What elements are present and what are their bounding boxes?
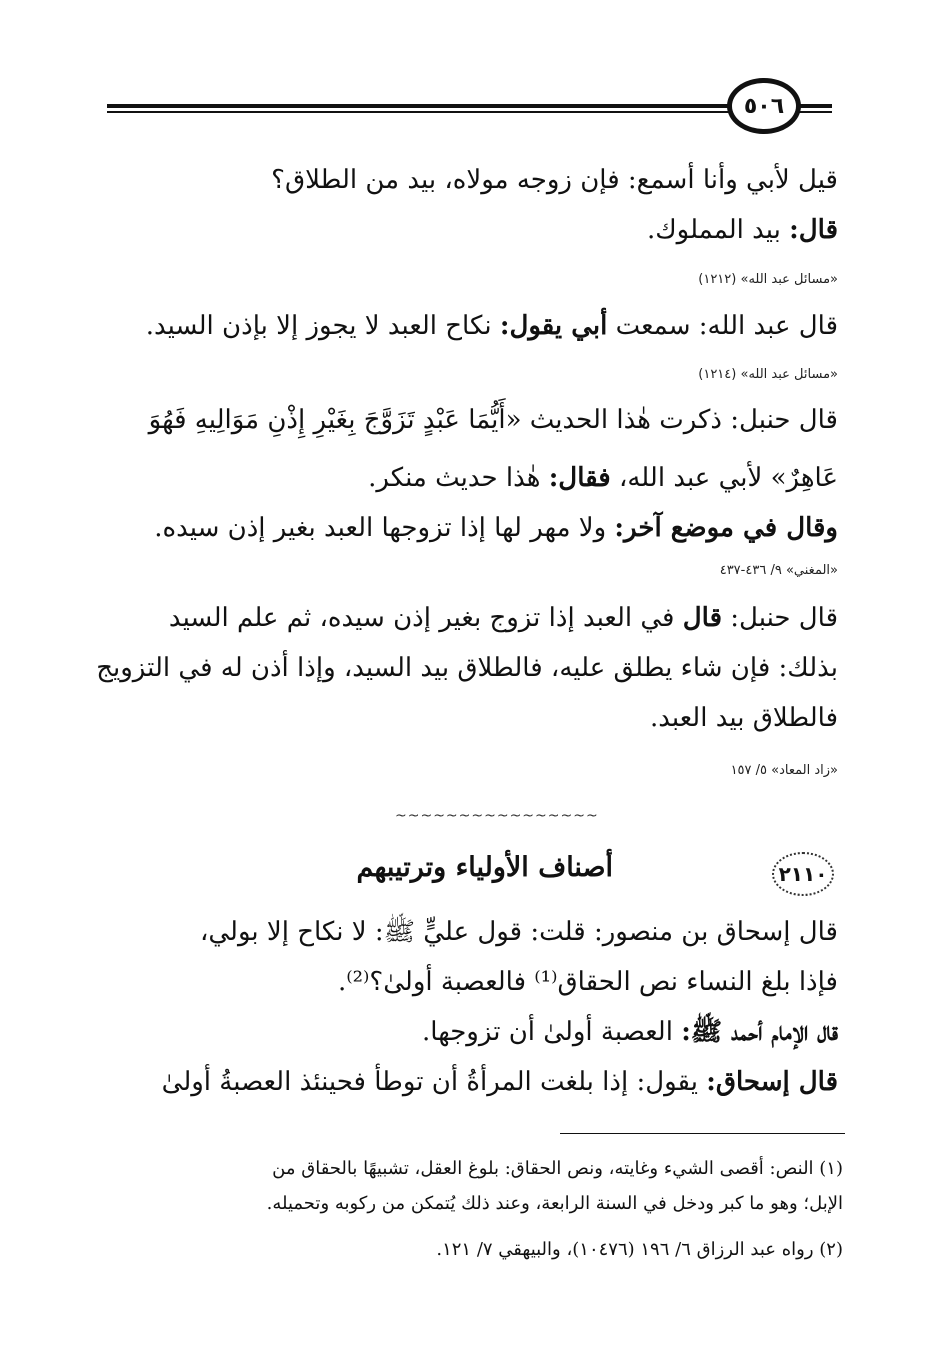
header-rule-thin bbox=[107, 111, 732, 113]
text-line: قال حنبل: قال في العبد إذا تزوج بغير إذن سيده، ثم علم السيد bbox=[168, 603, 838, 633]
page-number: ٥٠٦ bbox=[727, 78, 801, 134]
text-line: فالطلاق بيد العبد. bbox=[650, 703, 838, 733]
footnote: (٢) رواه عبد الرزاق ٦/ ١٩٦ (١٠٤٧٦)، والبيهقي ٧/ ١٢١. bbox=[436, 1239, 843, 1260]
text-line: قال: بيد المملوك. bbox=[646, 215, 838, 245]
text-line: قال عبد الله: سمعت أبي يقول: نكاح العبد لا يجوز إلا بإذن السيد. bbox=[145, 311, 838, 341]
text-line: فإذا بلغ النساء نص الحقاق⁽¹⁾ فالعصبة أولىٰ؟⁽²⁾. bbox=[337, 967, 838, 997]
section-divider-ornament: ~~~~~~~~~~~~~~~~ bbox=[395, 808, 599, 824]
source-citation: «زاد المعاد» ٥/ ١٥٧ bbox=[730, 763, 838, 778]
text-line: وقال في موضع آخر: ولا مهر لها إذا تزوجها العبد بغير إذن سيده. bbox=[154, 513, 838, 543]
footnote-rule bbox=[560, 1133, 845, 1134]
text-line: قال حنبل: ذكرت هٰذا الحديث «أَيُّمَا عَبْدٍ تَزَوَّجَ بِغَيْرِ إِذْنِ مَوَالِيهِ فَهُوَ bbox=[148, 405, 838, 435]
text-line: عَاهِرٌ» لأبي عبد الله، فقال: هٰذا حديث منكر. bbox=[368, 463, 838, 493]
source-citation: «مسائل عبد الله» (١٢١٤) bbox=[698, 367, 838, 382]
section-number-badge: ٢١١٠ bbox=[772, 852, 834, 896]
text-line: قال إسحاق: يقول: إذا بلغت المرأةُ أن توطأ فحينئذ العصبةُ أولىٰ bbox=[161, 1067, 838, 1097]
header-rule bbox=[107, 104, 732, 108]
header-rule-tail bbox=[798, 104, 832, 108]
text-line: قال الإمام أحمد ﷺ: العصبة أولىٰ أن تزوجها. bbox=[422, 1017, 838, 1047]
text-line: قيل لأبي وأنا أسمع: فإن زوجه مولاه، بيد من الطلاق؟ bbox=[271, 165, 838, 195]
footnote: الإبل؛ وهو ما كبر ودخل في السنة الرابعة، وعند ذلك يُتمكن من ركوبه وتحميله. bbox=[266, 1193, 843, 1214]
source-citation: «المغني» ٩/ ٤٣٦-٤٣٧ bbox=[719, 563, 838, 578]
text-line: بذلك: فإن شاء يطلق عليه، فالطلاق بيد السيد، وإذا أذن له في التزويج bbox=[96, 653, 838, 683]
footnote: (١) النص: أقصى الشيء وغايته، ونص الحقاق: بلوغ العقل، تشبيهًا بالحقاق من bbox=[272, 1158, 843, 1179]
header-rule-tail-thin bbox=[798, 111, 832, 113]
text-line: قال إسحاق بن منصور: قلت: قول عليٍّ ﷺ: لا نكاح إلا بولي، bbox=[199, 917, 838, 947]
section-title: أصناف الأولياء وترتيبهم bbox=[356, 852, 613, 883]
source-citation: «مسائل عبد الله» (١٢١٢) bbox=[698, 272, 838, 287]
